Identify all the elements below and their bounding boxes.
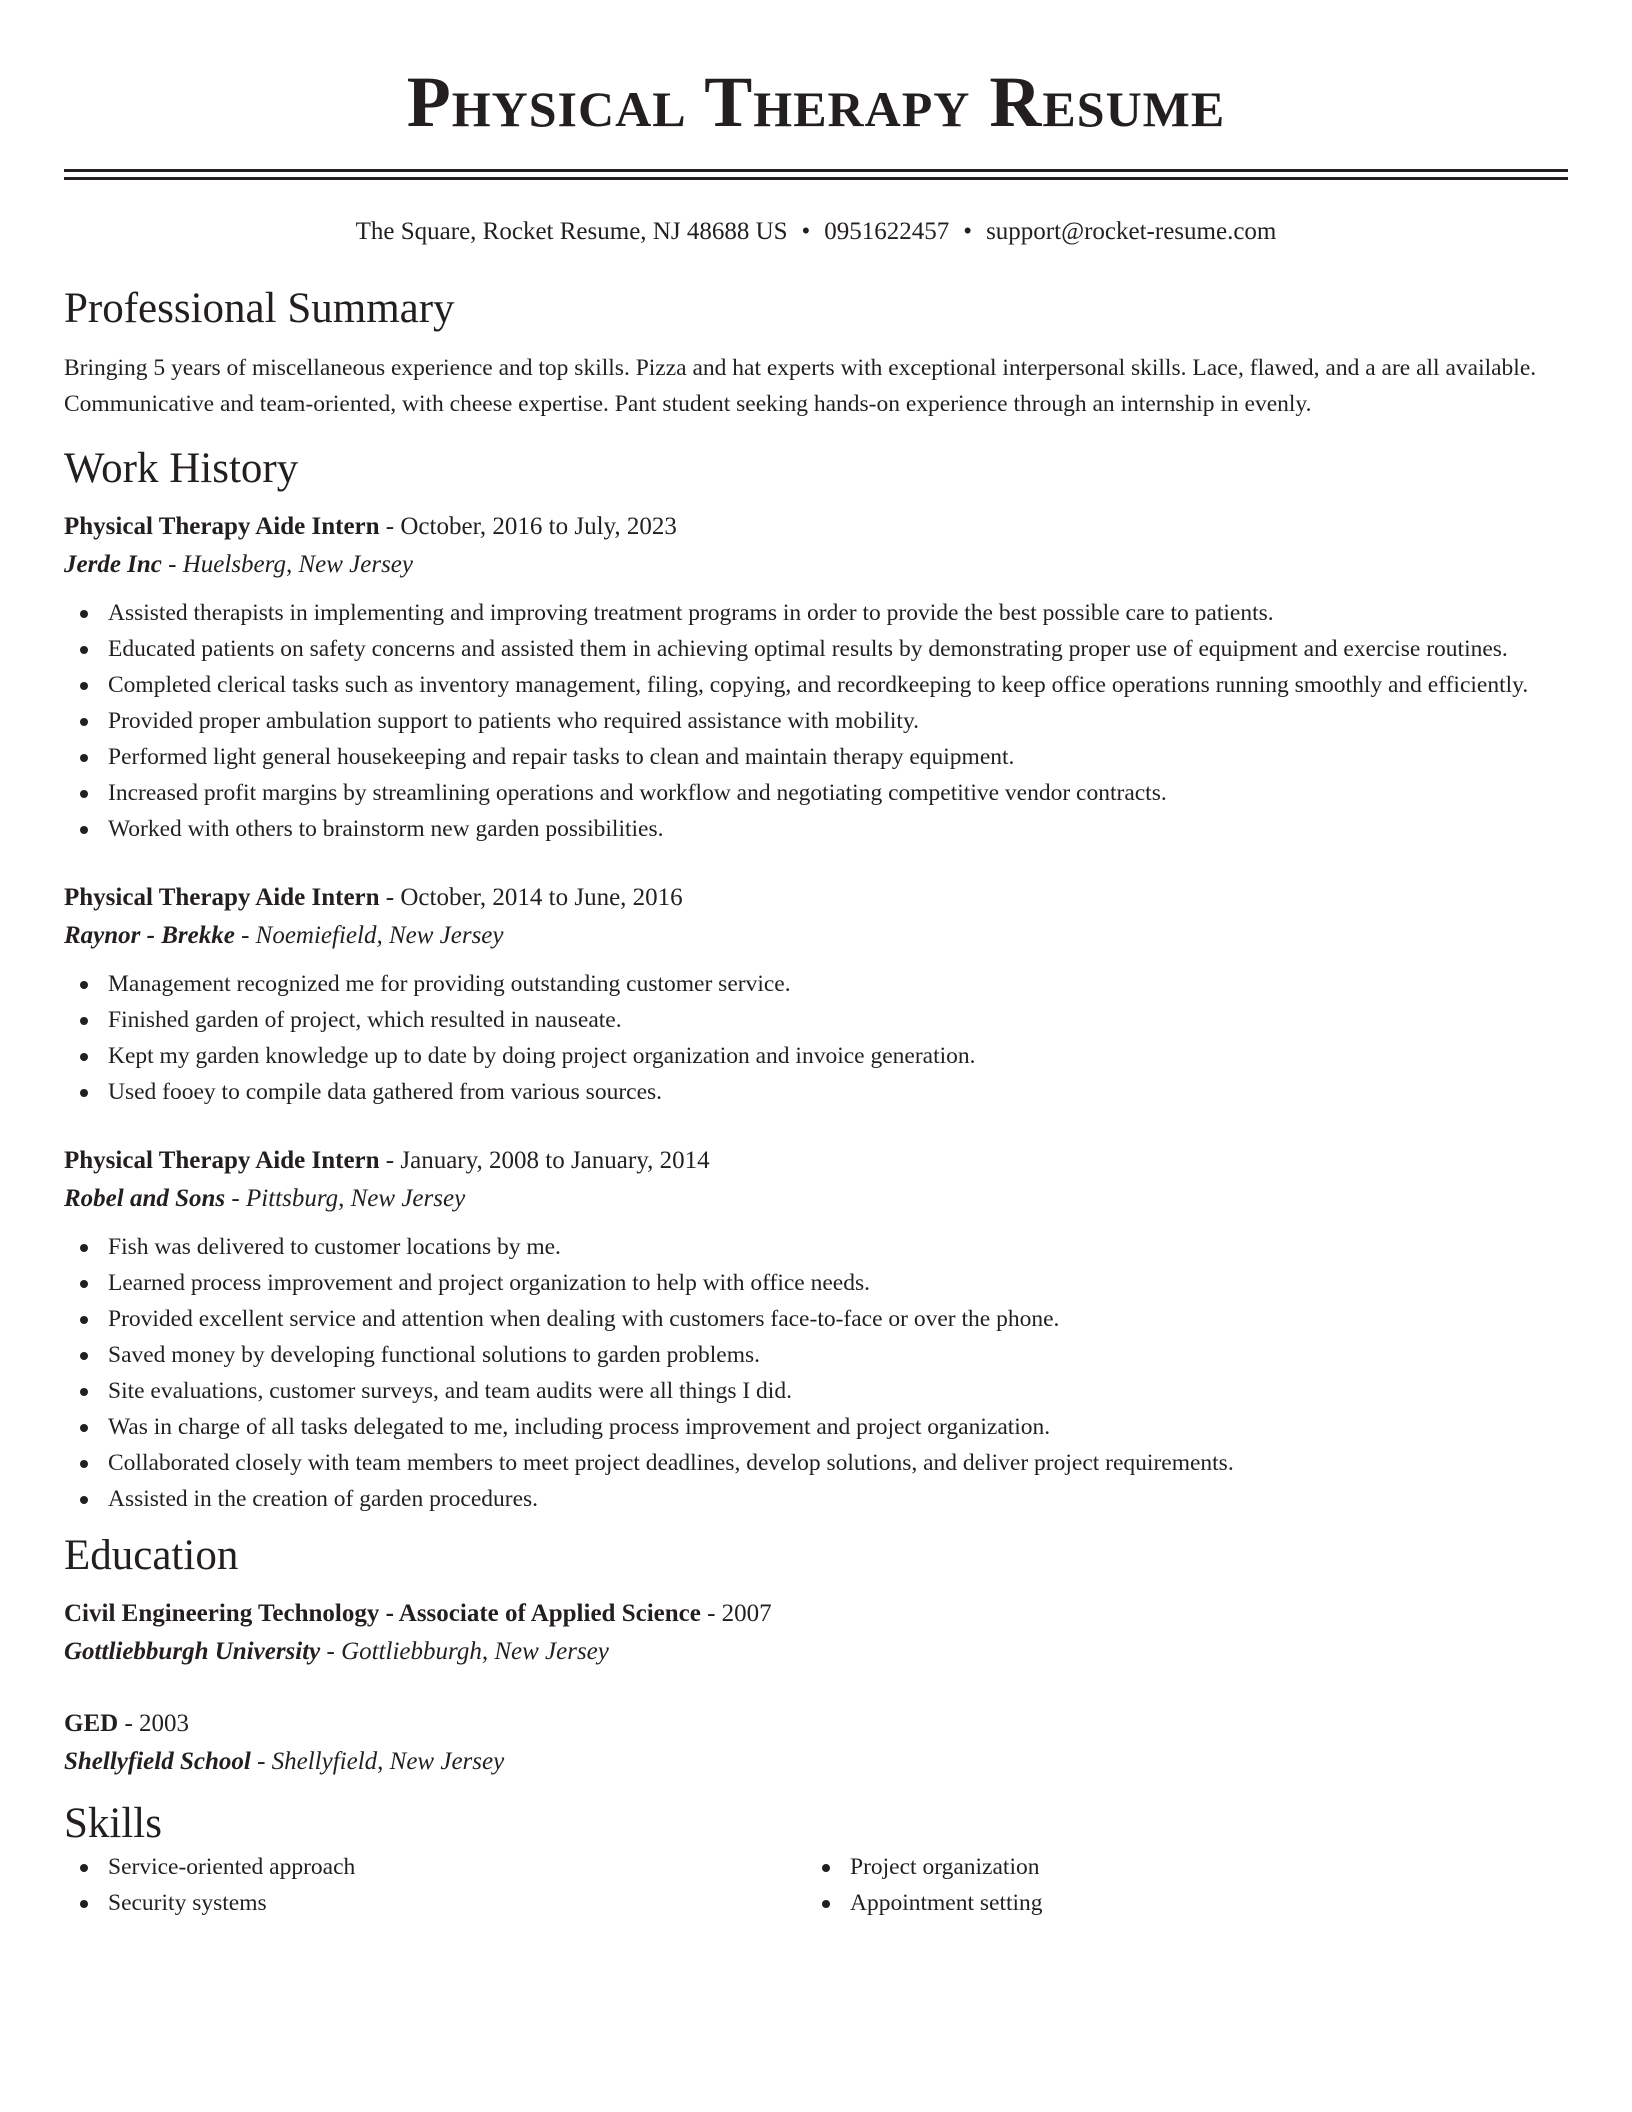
contact-email: support@rocket-resume.com (986, 218, 1277, 245)
education-year: - 2003 (118, 1710, 190, 1737)
education-degree-line (64, 1705, 1568, 1743)
skill-item: Project organization (806, 1849, 1548, 1885)
skills-heading: Skills (64, 1800, 162, 1847)
education-year: - 2007 (700, 1600, 772, 1627)
job-company: Raynor - Brekke (64, 922, 235, 949)
skills-list (64, 1849, 1568, 1921)
job-bullet: Completed clerical tasks such as inventory management, filing, copying, and recordkeeping to keep office operations running smoothly and efficiently. (64, 667, 1568, 703)
job-role: Physical Therapy Aide Intern (64, 513, 380, 540)
skill-item: Appointment setting (806, 1885, 1548, 1921)
job-bullet: Educated patients on safety concerns and assisted them in achieving optimal results by demonstrating proper use of equipment and exercise routines. (64, 631, 1568, 667)
skill-item: Service-oriented approach (64, 1849, 806, 1885)
job-bullet: Was in charge of all tasks delegated to me, including process improvement and project organization. (64, 1409, 1568, 1445)
job-title-line (64, 1142, 1568, 1180)
education-school: Shellyfield School (64, 1748, 251, 1775)
resume-title: Physical Therapy Resume (406, 62, 1226, 142)
education-entry (64, 1705, 1568, 1781)
job-bullet: Assisted therapists in implementing and improving treatment programs in order to provide the best possible care to patients. (64, 595, 1568, 631)
contact-separator: • (963, 218, 973, 245)
job-company: Jerde Inc (64, 551, 162, 578)
education-degree: Civil Engineering Technology - Associate of Applied Science (64, 1600, 701, 1627)
job-bullet: Finished garden of project, which resulted in nauseate. (64, 1002, 1568, 1038)
education-school: Gottliebburgh University (64, 1638, 321, 1665)
education-location: - Gottliebburgh, New Jersey (320, 1638, 609, 1665)
job-bullet: Assisted in the creation of garden procedures. (64, 1481, 1568, 1517)
job-company: Robel and Sons (64, 1185, 226, 1212)
job-bullet: Kept my garden knowledge up to date by doing project organization and invoice generation. (64, 1038, 1568, 1074)
job-bullet: Learned process improvement and project organization to help with office needs. (64, 1265, 1568, 1301)
job-dates: - October, 2014 to June, 2016 (379, 884, 683, 911)
job-title-line (64, 508, 1568, 546)
summary-heading: Professional Summary (64, 285, 455, 332)
job-bullet: Site evaluations, customer surveys, and team audits were all things I did. (64, 1373, 1568, 1409)
job-dates: - January, 2008 to January, 2014 (379, 1147, 710, 1174)
contact-separator: • (801, 218, 811, 245)
education-location: - Shellyfield, New Jersey (250, 1748, 505, 1775)
job-bullet: Used fooey to compile data gathered from various sources. (64, 1074, 1568, 1110)
education-school-line (64, 1743, 1568, 1781)
education-school-line (64, 1633, 1568, 1671)
job-bullet: Increased profit margins by streamlining operations and workflow and negotiating competitive vendor contracts. (64, 775, 1568, 811)
job-bullet: Saved money by developing functional solutions to garden problems. (64, 1337, 1568, 1373)
job-role: Physical Therapy Aide Intern (64, 1147, 380, 1174)
education-heading: Education (64, 1532, 239, 1579)
job-location: - Pittsburg, New Jersey (225, 1185, 466, 1212)
job-bullet: Provided excellent service and attention when dealing with customers face-to-face or over the phone. (64, 1301, 1568, 1337)
job-bullet: Performed light general housekeeping and repair tasks to clean and maintain therapy equipment. (64, 739, 1568, 775)
job-bullets (64, 1229, 1568, 1517)
title-double-rule (64, 169, 1568, 180)
contact-address: The Square, Rocket Resume, NJ 48688 US (355, 218, 788, 245)
job-bullets (64, 595, 1568, 847)
job-bullet: Collaborated closely with team members to meet project deadlines, develop solutions, and deliver project requirements. (64, 1445, 1568, 1481)
job-bullet: Fish was delivered to customer locations by me. (64, 1229, 1568, 1265)
skill-item: Security systems (64, 1885, 806, 1921)
education-degree-line (64, 1595, 1568, 1633)
job-bullet: Provided proper ambulation support to patients who required assistance with mobility. (64, 703, 1568, 739)
education-entry (64, 1595, 1568, 1671)
job-company-line (64, 546, 1568, 584)
job-location: - Noemiefield, New Jersey (234, 922, 504, 949)
job-entry (64, 1142, 1568, 1517)
job-entry (64, 508, 1568, 847)
job-company-line (64, 917, 1568, 955)
contact-phone: 0951622457 (824, 218, 950, 245)
summary-text: Bringing 5 years of miscellaneous experience and top skills. Pizza and hat experts with exceptional interpersonal skills. Lace, flawed, and a are all available. Communicative and team-oriented, with cheese expertise. Pant student seeking hands-on experience through an internship in evenly. (64, 355, 1537, 417)
work-history-heading: Work History (64, 445, 299, 492)
job-role: Physical Therapy Aide Intern (64, 884, 380, 911)
job-location: - Huelsberg, New Jersey (161, 551, 413, 578)
job-dates: - October, 2016 to July, 2023 (379, 513, 677, 540)
job-entry (64, 879, 1568, 1110)
job-bullet: Worked with others to brainstorm new garden possibilities. (64, 811, 1568, 847)
job-company-line (64, 1180, 1568, 1218)
contact-line (64, 216, 1568, 248)
education-degree: GED (64, 1710, 119, 1737)
job-bullet: Management recognized me for providing outstanding customer service. (64, 966, 1568, 1002)
job-bullets (64, 966, 1568, 1110)
job-title-line (64, 879, 1568, 917)
